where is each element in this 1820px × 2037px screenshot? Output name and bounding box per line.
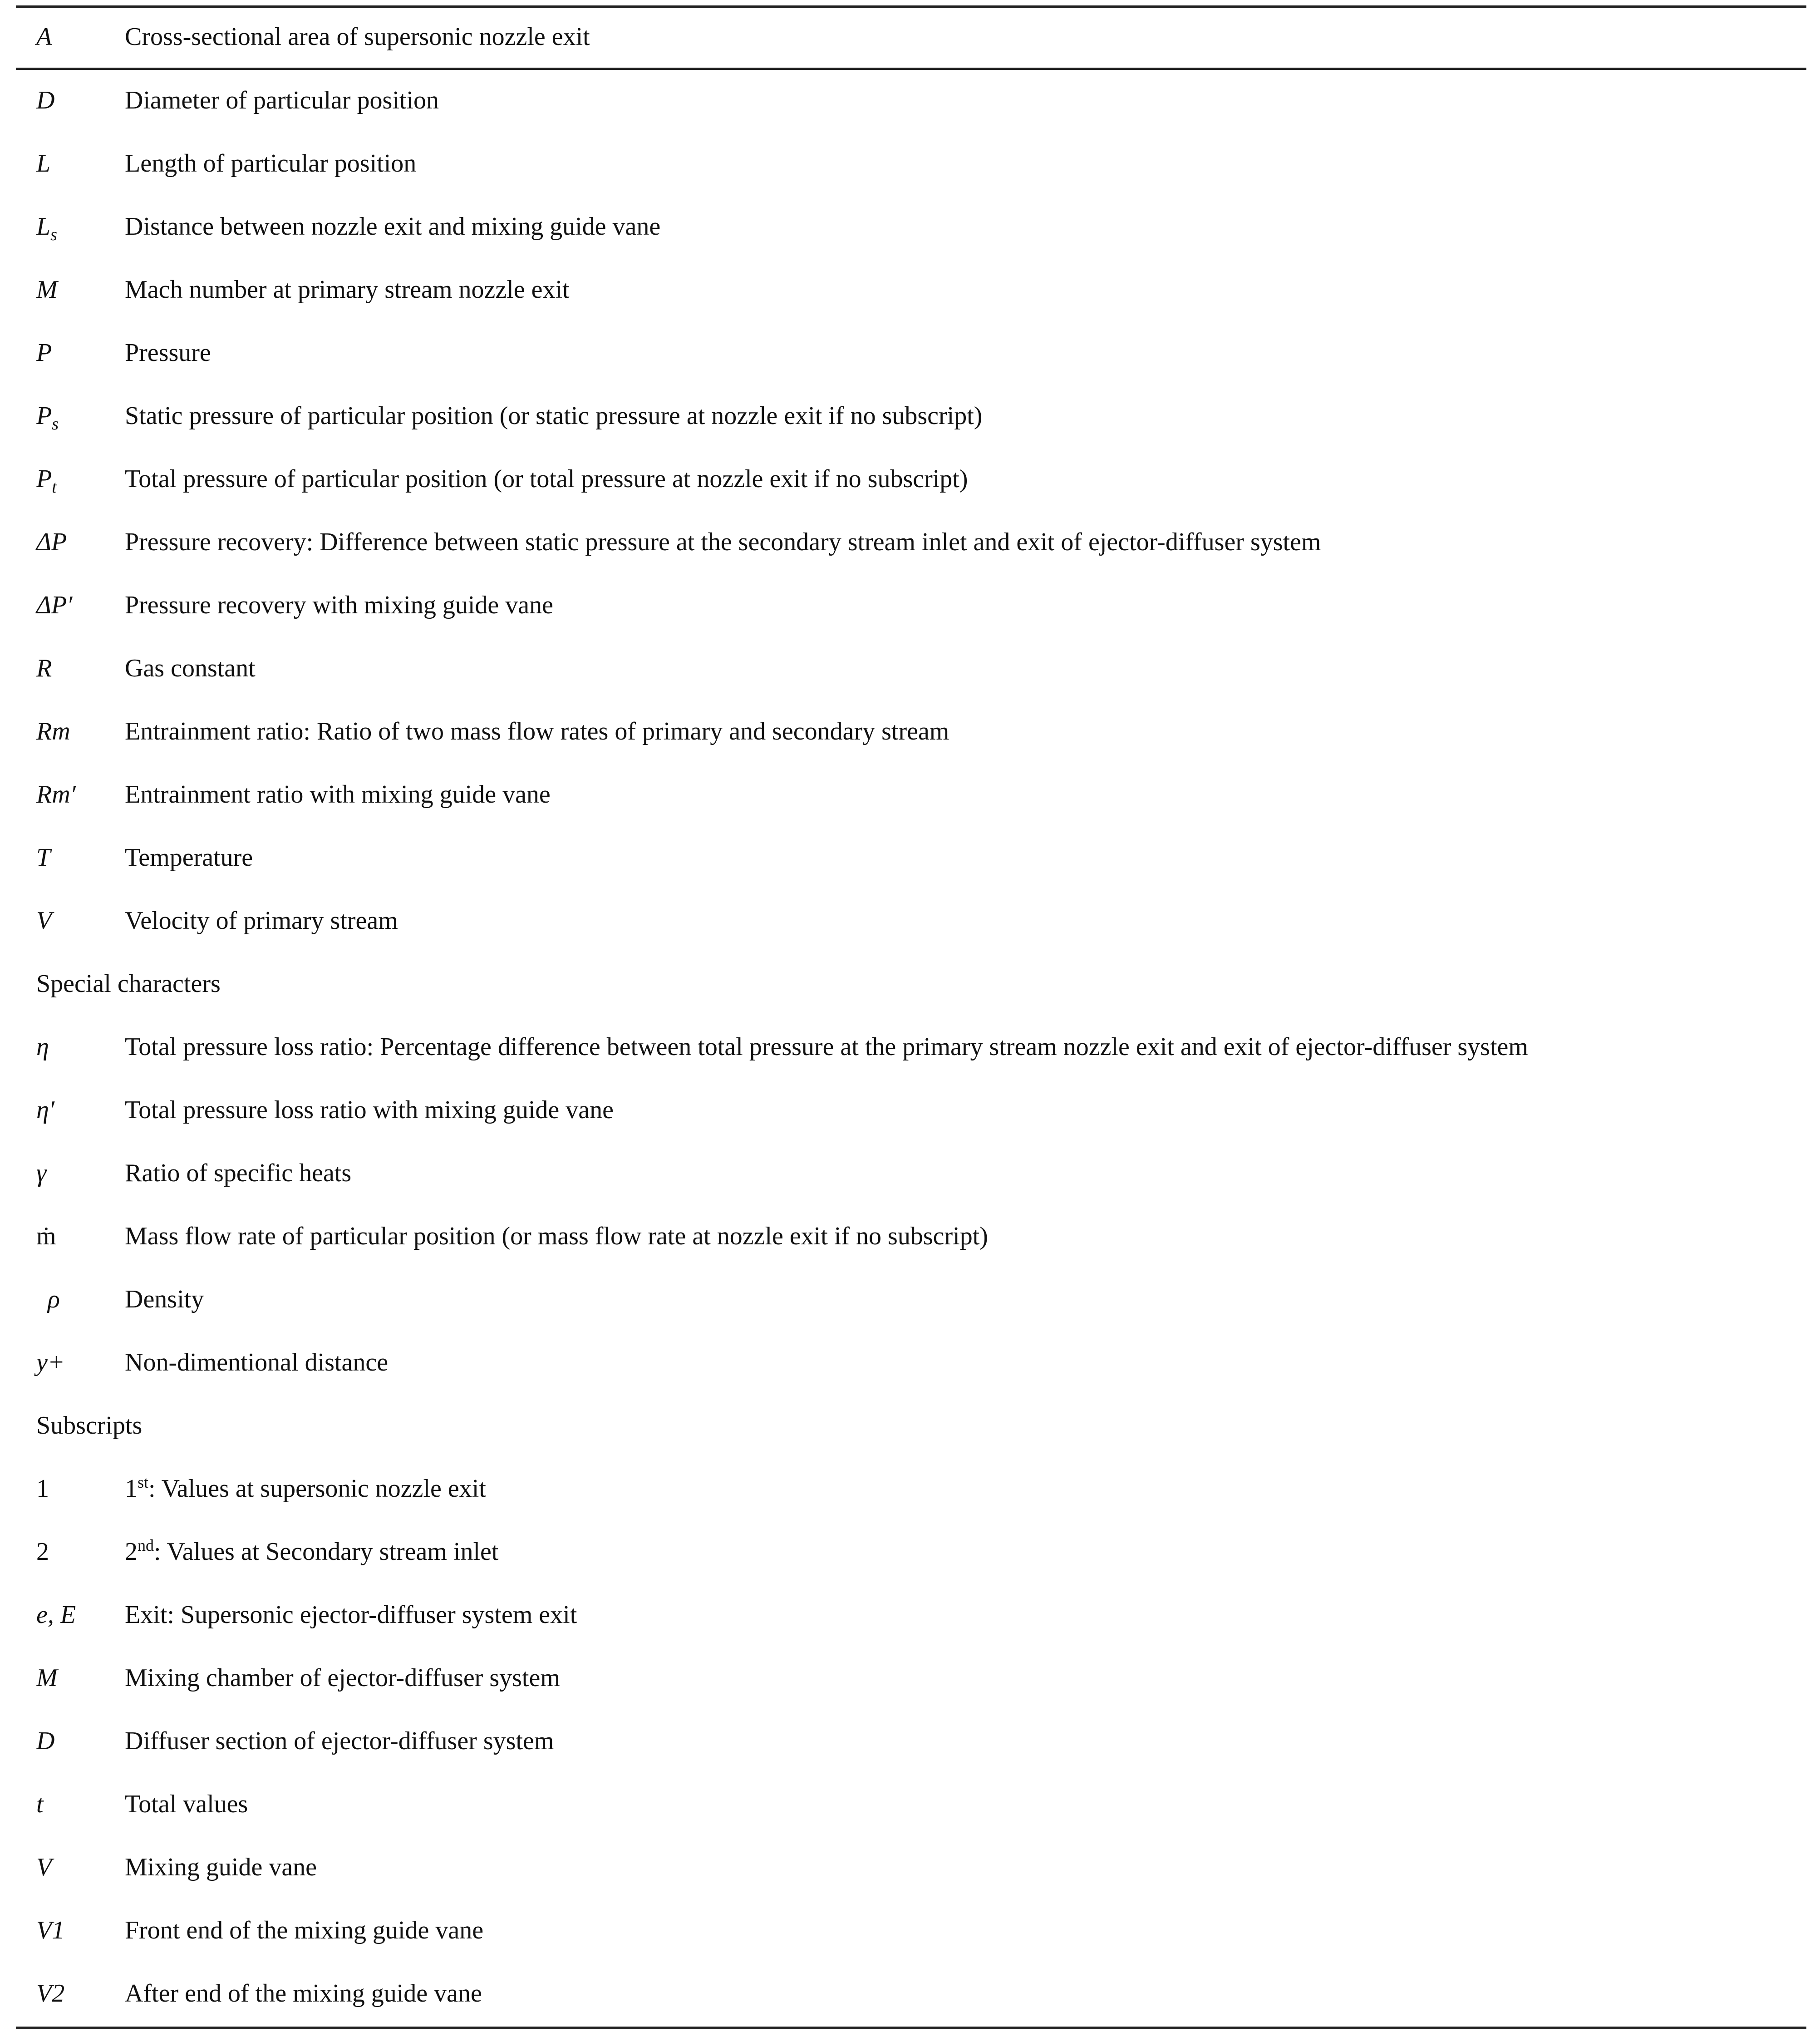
table-row [16, 1268, 1806, 1331]
definition: Pressure recovery: Difference between static pressure at the secondary stream inlet and exit of ejector-diffuser system [125, 528, 1321, 556]
symbol: D [36, 1727, 55, 1755]
symbol: V [36, 1853, 52, 1881]
symbol: V1 [36, 1916, 65, 1944]
definition: Pressure recovery with mixing guide vane [125, 591, 553, 619]
section-heading-label: Special characters [36, 970, 221, 998]
table-row [16, 826, 1806, 889]
symbol: t [36, 1790, 44, 1818]
table-row [16, 1962, 1806, 2025]
table-row [16, 700, 1806, 763]
definition: Ratio of specific heats [125, 1159, 352, 1187]
symbol: η′ [36, 1096, 55, 1124]
definition: Velocity of primary stream [125, 907, 398, 935]
table-row [16, 1899, 1806, 1962]
symbol: ΔP′ [36, 591, 73, 619]
symbol: R [36, 654, 52, 682]
symbol: $L_s$ [36, 212, 57, 244]
definition: Length of particular position [125, 149, 417, 178]
section-heading-label: Subscripts [36, 1411, 143, 1440]
table-row [16, 195, 1806, 258]
table-row [16, 1457, 1806, 1520]
table-row [16, 511, 1806, 574]
table-row [16, 321, 1806, 385]
table-row [16, 1079, 1806, 1142]
table-row [16, 1836, 1806, 1899]
symbol: V2 [36, 1979, 65, 2007]
header-row [16, 5, 1806, 69]
table-row [16, 574, 1806, 637]
definition: Entrainment ratio with mixing guide vane [125, 780, 551, 809]
table-row [16, 1710, 1806, 1773]
definition: Non-dimentional distance [125, 1348, 389, 1376]
table-row [16, 1520, 1806, 1583]
definition: Total pressure loss ratio with mixing guide vane [125, 1096, 614, 1124]
symbol: ρ [48, 1285, 60, 1313]
definition: Diameter of particular position [125, 86, 439, 114]
definition: Total values [125, 1790, 248, 1818]
definition: Pressure [125, 339, 211, 367]
symbol: Rm [36, 717, 70, 745]
symbol: y+ [36, 1348, 65, 1376]
definition: Front end of the mixing guide vane [125, 1916, 484, 1944]
table-row [16, 1773, 1806, 1836]
nomenclature-table [16, 5, 1806, 2030]
symbol: T [36, 843, 51, 872]
definition: Mixing chamber of ejector-diffuser system [125, 1664, 560, 1692]
symbol: e, E [36, 1601, 76, 1629]
table-row [16, 889, 1806, 952]
definition: Mass flow rate of particular position (or mass flow rate at nozzle exit if no subscript) [125, 1222, 988, 1250]
definition: Total pressure of particular position (or total pressure at nozzle exit if no subscript) [125, 465, 968, 493]
table-row [16, 132, 1806, 195]
definition: 1st: Values at supersonic nozzle exit [125, 1473, 486, 1503]
definition: Gas constant [125, 654, 256, 682]
header-definition: Cross-sectional area of supersonic nozzle exit [125, 23, 590, 51]
table-row [16, 637, 1806, 700]
symbol: $P_s$ [36, 402, 59, 434]
symbol: 1 [36, 1475, 49, 1503]
section-heading-subscripts [16, 1394, 1806, 1457]
symbol: 2 [36, 1538, 49, 1566]
definition: Entrainment ratio: Ratio of two mass flow rates of primary and secondary stream [125, 717, 949, 745]
bottom-rule [16, 2027, 1806, 2029]
symbol: $P_t$ [36, 465, 57, 497]
definition: Exit: Supersonic ejector-diffuser system exit [125, 1601, 577, 1629]
symbol: P [36, 339, 52, 367]
table-row [16, 1647, 1806, 1710]
definition: Static pressure of particular position (or static pressure at nozzle exit if no subscript) [125, 402, 983, 430]
definition: Mixing guide vane [125, 1853, 317, 1881]
symbol: η [36, 1033, 49, 1061]
definition: 2nd: Values at Secondary stream inlet [125, 1536, 499, 1566]
symbol: M [36, 1664, 58, 1692]
symbol: ṁ [36, 1222, 56, 1250]
symbol: M [36, 276, 58, 304]
definition: Total pressure loss ratio: Percentage difference between total pressure at the primary stream nozzle exit and exit of ejector-diffuser system [125, 1033, 1528, 1061]
table-row [16, 69, 1806, 132]
definition: After end of the mixing guide vane [125, 1979, 482, 2007]
table-row [16, 763, 1806, 826]
symbol: ΔP [36, 528, 67, 556]
table-row [16, 1205, 1806, 1268]
table-row [16, 385, 1806, 448]
symbol: V [36, 907, 52, 935]
definition: Density [125, 1285, 204, 1313]
definition: Distance between nozzle exit and mixing guide vane [125, 212, 661, 241]
section-heading-special [16, 952, 1806, 1016]
symbol: D [36, 86, 55, 114]
table-row [16, 258, 1806, 321]
symbol: γ [36, 1159, 47, 1187]
definition: Temperature [125, 843, 253, 872]
table-row [16, 1331, 1806, 1394]
table-row [16, 1142, 1806, 1205]
symbol: L [36, 149, 51, 178]
symbol: Rm′ [36, 780, 76, 809]
definition: Diffuser section of ejector-diffuser system [125, 1727, 554, 1755]
definition: Mach number at primary stream nozzle exit [125, 276, 570, 304]
table-row [16, 1016, 1806, 1079]
header-symbol: A [36, 23, 52, 51]
table-row [16, 448, 1806, 511]
table-row [16, 1583, 1806, 1647]
